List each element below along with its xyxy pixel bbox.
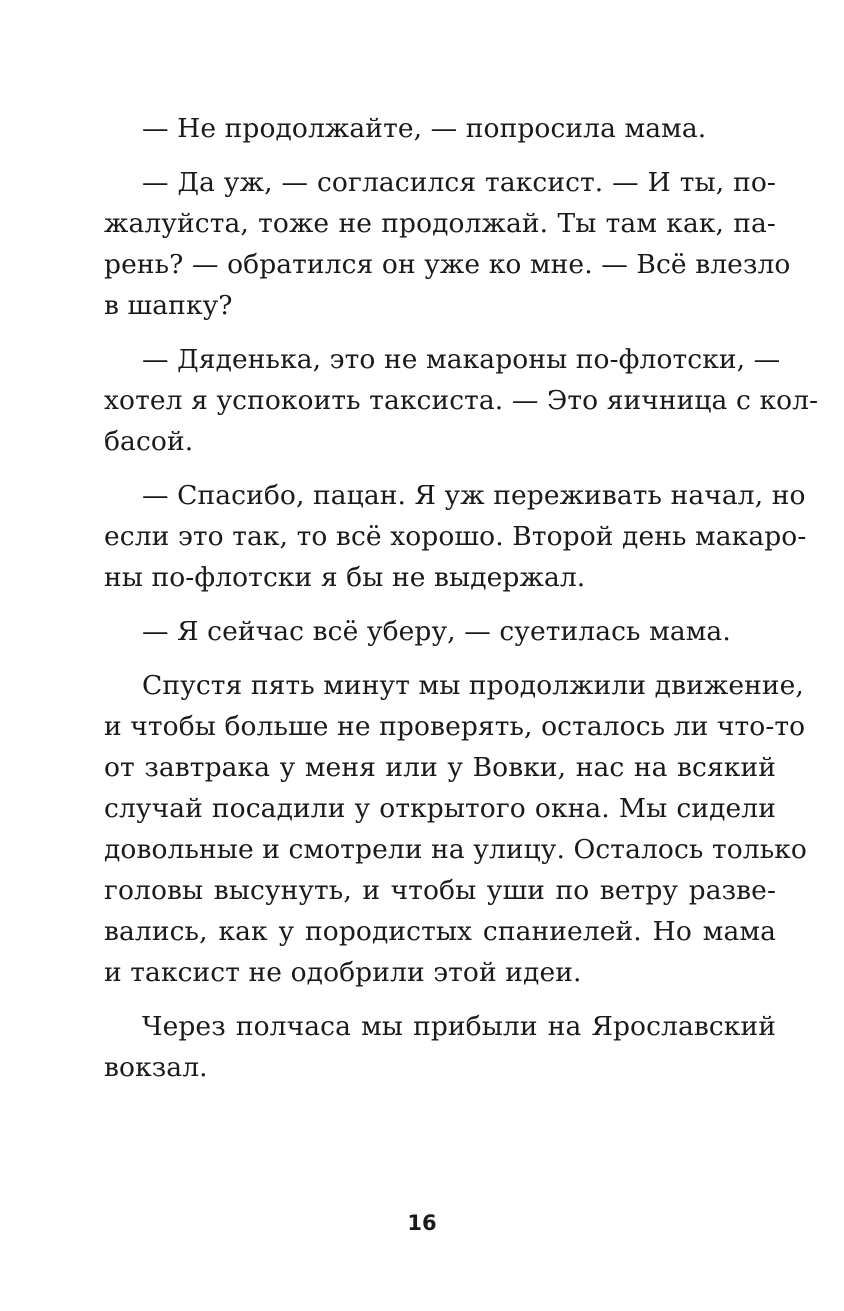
text-line: — Да уж, — согласился таксист. — И ты, по- bbox=[142, 167, 776, 198]
text-line: довольные и смотрели на улицу. Осталось только bbox=[104, 834, 807, 865]
text-line: Через полчаса мы прибыли на Ярославский bbox=[142, 1011, 776, 1042]
text-line: вокзал. bbox=[104, 1052, 208, 1083]
text-line: жалуйста, тоже не продолжай. Ты там как, па- bbox=[104, 208, 776, 239]
text-line: — Не продолжайте, — попросила мама. bbox=[142, 113, 707, 144]
text-line: — Спасибо, пацан. Я уж переживать начал, но bbox=[142, 480, 806, 511]
text-line: басой. bbox=[104, 426, 194, 457]
text-line: хотел я успокоить таксиста. — Это яичница с кол- bbox=[104, 385, 819, 416]
text-line: рень? — обратился он уже ко мне. — Всё влезло bbox=[104, 249, 791, 280]
text-line: если это так, то всё хорошо. Второй день макаро- bbox=[104, 521, 807, 552]
text-line: вались, как у породистых спаниелей. Но мама bbox=[104, 916, 776, 947]
text-line: Спустя пять минут мы продолжили движение, bbox=[142, 670, 804, 701]
paragraph bbox=[104, 611, 776, 652]
paragraph bbox=[104, 108, 776, 149]
text-line: в шапку? bbox=[104, 290, 233, 321]
text-line: случай посадили у открытого окна. Мы сидели bbox=[104, 793, 776, 824]
paragraph bbox=[104, 162, 791, 326]
text-line: — Я сейчас всё уберу, — суетилась мама. bbox=[142, 616, 731, 647]
page-number: 16 bbox=[407, 1211, 437, 1235]
text-line: и таксист не одобрили этой идеи. bbox=[104, 957, 582, 988]
paragraph bbox=[104, 475, 807, 598]
text-line: — Дяденька, это не макароны по-флотски, — bbox=[142, 344, 781, 375]
text-line: головы высунуть, и чтобы уши по ветру разве- bbox=[104, 875, 776, 906]
paragraph bbox=[104, 1006, 776, 1088]
text-line: от завтрака у меня или у Вовки, нас на всякий bbox=[104, 752, 776, 783]
body-text bbox=[104, 108, 819, 1101]
text-line: и чтобы больше не проверять, осталось ли что-то bbox=[104, 711, 806, 742]
paragraph bbox=[104, 665, 807, 993]
paragraph bbox=[104, 339, 819, 462]
text-line: ны по-флотски я бы не выдержал. bbox=[104, 562, 586, 593]
